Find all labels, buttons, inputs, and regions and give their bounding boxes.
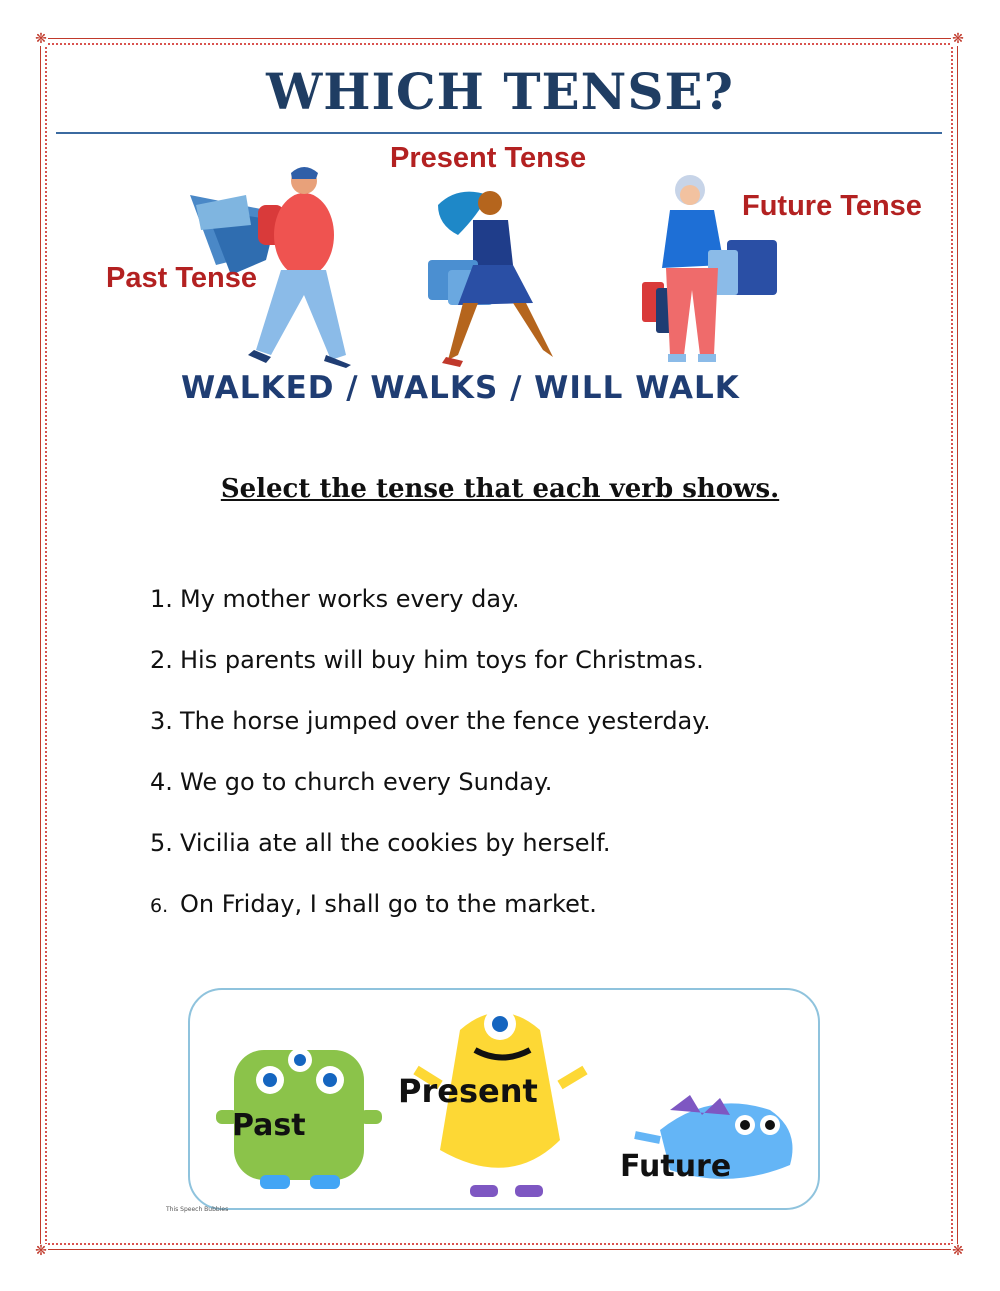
past-tense-label: Past Tense: [106, 262, 257, 294]
future-monster-label: Future: [620, 1149, 732, 1184]
present-monster-label: Present: [398, 1072, 538, 1110]
question-list: [150, 585, 711, 951]
question-number: 1.: [150, 585, 173, 613]
corner-ornament-icon: ❋: [35, 31, 47, 47]
corner-ornament-icon: ❋: [35, 1243, 47, 1259]
question-number: 4.: [150, 768, 173, 796]
question-number: 6.: [150, 895, 169, 917]
question-text: We go to church every Sunday.: [180, 768, 553, 796]
title-divider: [56, 132, 942, 134]
question-number: 5.: [150, 829, 173, 857]
question-item: [150, 890, 711, 951]
corner-ornament-icon: ❋: [952, 31, 964, 47]
question-text: On Friday, I shall go to the market.: [180, 890, 597, 918]
present-walker-illustration: [418, 185, 568, 370]
question-text: Vicilia ate all the cookies by herself.: [180, 829, 611, 857]
question-item: [150, 646, 711, 707]
question-text: My mother works every day.: [180, 585, 520, 613]
monster-panel: [188, 988, 820, 1210]
past-monster-label: Past: [232, 1108, 306, 1143]
question-item: [150, 829, 711, 890]
question-item: [150, 707, 711, 768]
verb-forms-line: WALKED / WALKS / WILL WALK: [181, 370, 740, 406]
question-item: [150, 768, 711, 829]
question-text: The horse jumped over the fence yesterday.: [180, 707, 711, 735]
present-tense-label: Present Tense: [390, 142, 587, 174]
image-credit: This Speech Bubbles: [166, 1206, 229, 1213]
question-number: 3.: [150, 707, 173, 735]
future-tense-label: Future Tense: [742, 190, 922, 222]
corner-ornament-icon: ❋: [952, 1243, 964, 1259]
instruction-heading: Select the tense that each verb shows.: [220, 474, 780, 504]
page-title: WHICH TENSE?: [266, 62, 734, 121]
question-item: [150, 585, 711, 646]
question-text: His parents will buy him toys for Christmas.: [180, 646, 704, 674]
question-number: 2.: [150, 646, 173, 674]
monsters-illustration: [190, 990, 818, 1208]
